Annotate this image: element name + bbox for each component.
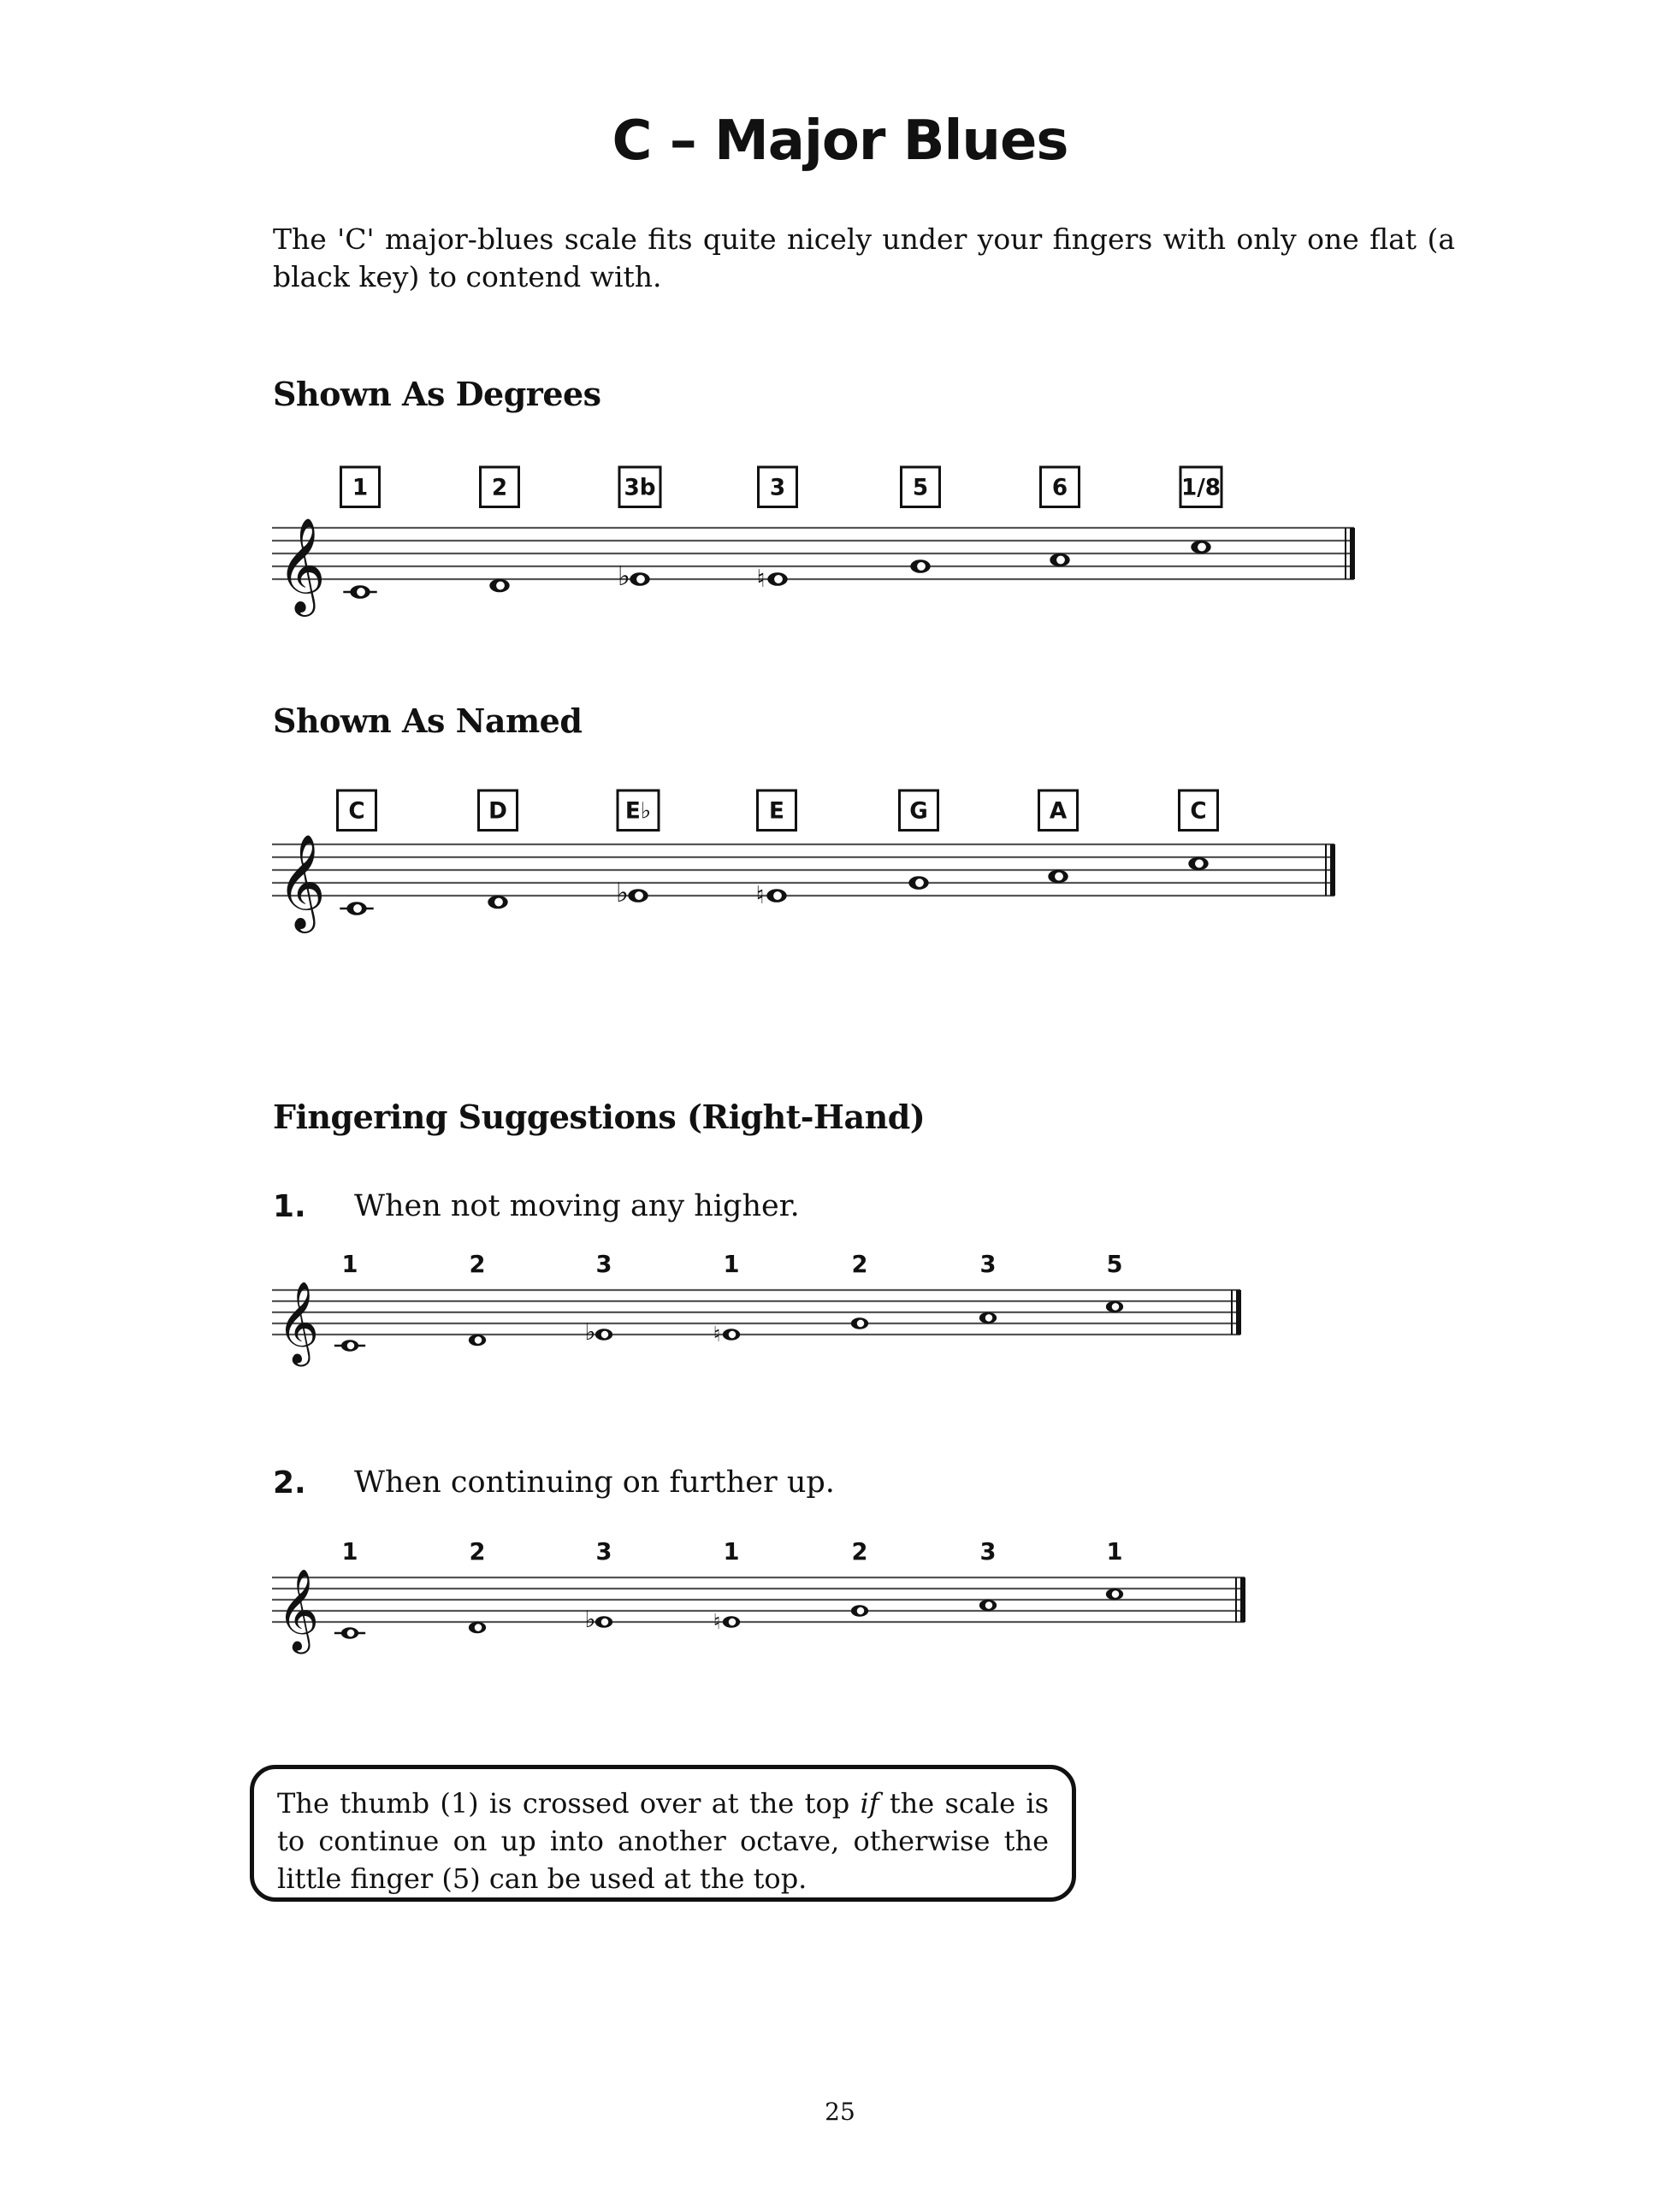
item-text-1: When not moving any higher. <box>354 1189 800 1223</box>
finger-number: 3 <box>595 1252 612 1278</box>
whole-note-C4 <box>334 1340 365 1352</box>
label-box <box>902 467 940 507</box>
label-box <box>619 467 660 507</box>
natural-icon: ♮ <box>713 1608 721 1634</box>
label-text: A <box>1049 798 1068 825</box>
label-box <box>1180 467 1222 507</box>
flat-icon: ♭ <box>618 560 630 592</box>
finger-number: 3 <box>979 1539 997 1566</box>
finger-number: 1 <box>723 1539 740 1566</box>
whole-note-G4 <box>908 876 928 890</box>
thick-barline <box>1330 844 1335 896</box>
label-box <box>758 790 796 831</box>
staff-fingering-1 <box>0 1232 1680 1403</box>
finger-number: 3 <box>979 1252 997 1278</box>
treble-clef-icon: 𝄞 <box>277 1567 320 1651</box>
label-box <box>900 790 938 831</box>
thick-barline <box>1350 528 1355 579</box>
treble-clef-icon: 𝄞 <box>277 1280 320 1364</box>
label-text: 3 <box>769 475 786 501</box>
finger-number: 1 <box>341 1539 358 1566</box>
item-number-1: 1. <box>273 1189 306 1224</box>
intro-paragraph: The 'C' major-blues scale fits quite nicely under your fingers with only one flat (a black key) to contend with. <box>273 222 1455 293</box>
finger-number: 2 <box>469 1252 486 1278</box>
whole-note-E4 <box>713 1322 740 1347</box>
flat-icon: ♭ <box>584 1318 596 1346</box>
whole-note-C4 <box>334 1627 365 1639</box>
whole-note-C5 <box>1106 1589 1123 1601</box>
whole-note-G4 <box>910 559 930 573</box>
finger-number: 1 <box>341 1252 358 1278</box>
finger-number: 2 <box>469 1539 486 1566</box>
item-text-2: When continuing on further up. <box>354 1465 835 1500</box>
label-box <box>479 790 518 831</box>
natural-icon: ♮ <box>713 1321 721 1347</box>
whole-note-E4 <box>757 565 788 593</box>
whole-note-A4 <box>979 1312 997 1324</box>
whole-note-E4 <box>713 1609 740 1634</box>
label-box <box>341 467 380 507</box>
treble-clef-icon: 𝄞 <box>277 516 326 613</box>
whole-note-A4 <box>979 1600 997 1612</box>
finger-number: 5 <box>1106 1252 1123 1278</box>
label-text: E♭ <box>624 798 652 825</box>
callout-text-before: The thumb (1) is crossed over at the top <box>277 1787 861 1820</box>
callout-text <box>277 1785 1049 1897</box>
whole-note-D4 <box>469 1622 486 1634</box>
label-text: 2 <box>491 475 508 501</box>
page-title: C – Major Blues <box>612 110 1068 173</box>
whole-note-C5 <box>1188 857 1208 871</box>
callout-emphasis: if <box>860 1787 879 1820</box>
named-heading: Shown As Named <box>273 701 583 740</box>
label-text: 1 <box>352 475 369 501</box>
label-text: 3b <box>624 475 656 501</box>
thick-barline <box>1240 1577 1245 1622</box>
natural-icon: ♮ <box>755 881 765 909</box>
whole-note-C4 <box>343 585 376 599</box>
finger-number: 2 <box>851 1252 868 1278</box>
staff-fingering-2 <box>0 1523 1680 1694</box>
label-box <box>759 467 797 507</box>
label-box <box>1041 467 1080 507</box>
item-number-2: 2. <box>273 1465 306 1500</box>
whole-note-A4 <box>1050 553 1069 567</box>
note-callout-box <box>250 1765 1076 1902</box>
degrees-heading: Shown As Degrees <box>273 375 601 413</box>
label-box <box>338 790 376 831</box>
staff-degrees <box>0 445 1680 667</box>
fingering-heading: Fingering Suggestions (Right-Hand) <box>273 1098 926 1136</box>
whole-note-C5 <box>1106 1301 1123 1313</box>
label-text: D <box>488 798 507 825</box>
finger-number: 3 <box>595 1539 612 1566</box>
page-number: 25 <box>825 2098 855 2126</box>
label-text: C <box>1190 798 1207 825</box>
callout-text-after: the scale is to continue on up into another octave, otherwise the little finger (5) can be used at the top. <box>277 1787 1050 1895</box>
label-text: G <box>909 798 928 825</box>
label-text: 1/8 <box>1180 475 1222 501</box>
finger-number: 1 <box>1106 1539 1123 1566</box>
natural-icon: ♮ <box>756 565 766 593</box>
whole-note-D4 <box>469 1335 486 1347</box>
label-text: C <box>348 798 365 825</box>
label-box <box>481 467 519 507</box>
whole-note-E4 <box>756 881 787 909</box>
staff-named <box>0 761 1680 984</box>
whole-note-G4 <box>851 1605 868 1617</box>
label-box <box>618 790 659 831</box>
label-box <box>1039 790 1078 831</box>
flat-icon: ♭ <box>616 877 629 909</box>
thick-barline <box>1236 1290 1241 1335</box>
label-box <box>1180 790 1218 831</box>
treble-clef-icon: 𝄞 <box>277 832 326 929</box>
label-text: E <box>769 798 784 825</box>
whole-note-C4 <box>340 902 373 915</box>
whole-note-C5 <box>1191 541 1210 554</box>
label-text: 5 <box>912 475 929 501</box>
flat-icon: ♭ <box>584 1606 596 1633</box>
whole-note-A4 <box>1048 870 1068 884</box>
whole-note-D4 <box>488 896 507 909</box>
finger-number: 1 <box>723 1252 740 1278</box>
label-text: 6 <box>1051 475 1068 501</box>
whole-note-D4 <box>489 579 509 593</box>
whole-note-G4 <box>851 1317 868 1329</box>
finger-number: 2 <box>851 1539 868 1566</box>
